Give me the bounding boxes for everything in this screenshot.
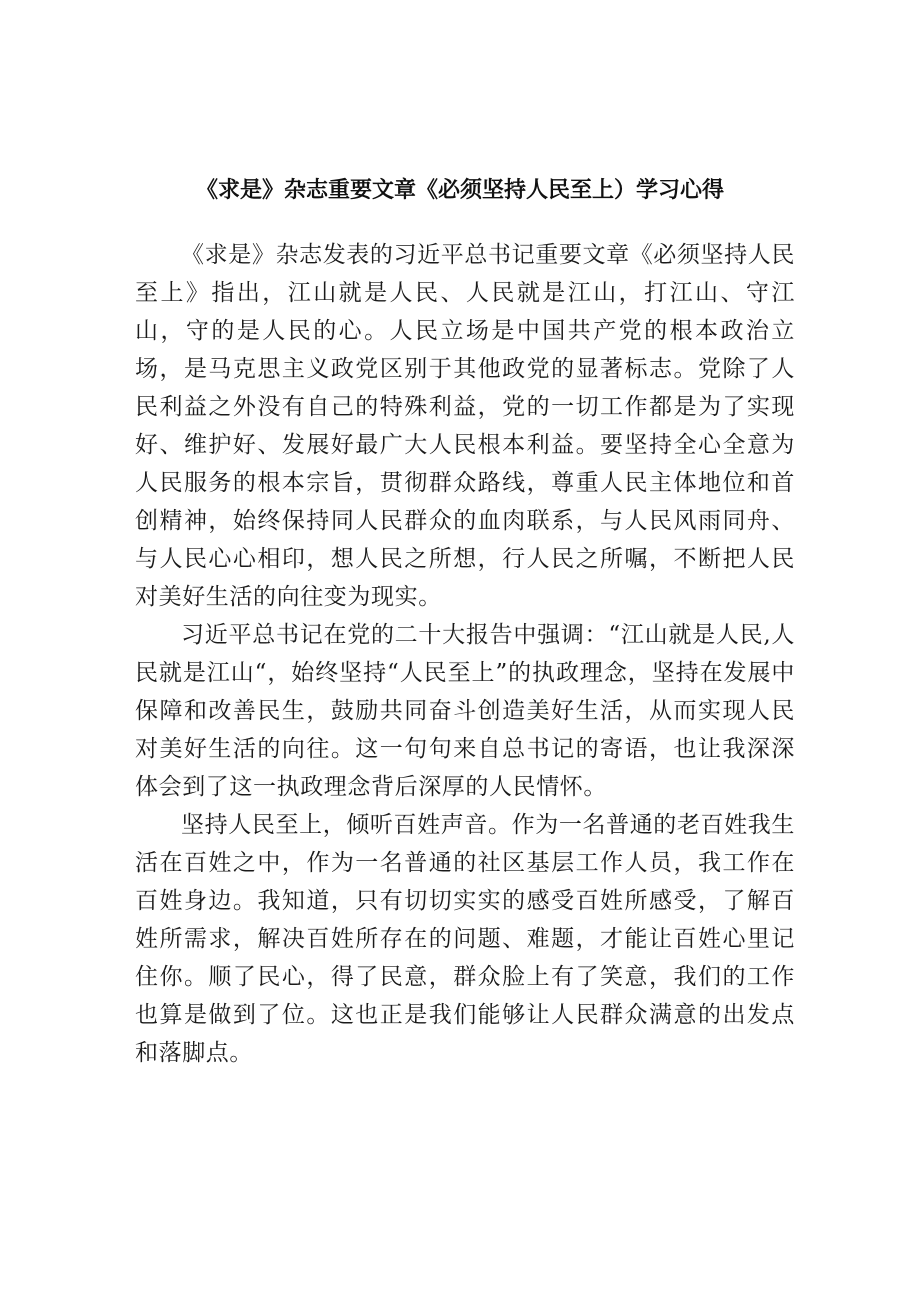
paragraph-1: 《求是》杂志发表的习近平总书记重要文章《必须坚持人民至上》指出，江山就是人民、人民就是江山，打江山、守江山，守的是人民的心。人民立场是中国共产党的根本政治立场，是马克思主义政党区别于其他政党的显著标志。党除了人民利益之外没有自己的特殊利益，党的一切工作都是为了实现好、维护好、发展好最广大人民根本利益。要坚持全心全意为人民服务的根本宗旨，贯彻群众路线，尊重人民主体地位和首创精神，始终保持同人民群众的血肉联系，与人民风雨同舟、与人民心心相印，想人民之所想，行人民之所嘱，不断把人民对美好生活的向往变为现实。 [135, 242, 795, 610]
paragraph-2: 习近平总书记在党的二十大报告中强调：“江山就是人民,人民就是江山“，始终坚持“人民至上”的执政理念，坚持在发展中保障和改善民生，鼓励共同奋斗创造美好生活，从而实现人民对美好生活的向往。这一句句来自总书记的寄语，也让我深深体会到了这一执政理念背后深厚的人民情怀。 [135, 622, 795, 800]
document-title: 《求是》杂志重要文章《必须坚持人民至上）学习心得 [195, 178, 724, 203]
document-body [135, 236, 795, 1072]
paragraph-3: 坚持人民至上，倾听百姓声音。作为一名普通的老百姓我生活在百姓之中，作为一名普通的社区基层工作人员，我工作在百姓身边。我知道，只有切切实实的感受百姓所感受，了解百姓所需求，解决百姓所存在的问题、难题，才能让百姓心里记住你。顺了民心，得了民意，群众脸上有了笑意，我们的工作也算是做到了位。这也正是我们能够让人民群众满意的出发点和落脚点。 [135, 812, 795, 1066]
